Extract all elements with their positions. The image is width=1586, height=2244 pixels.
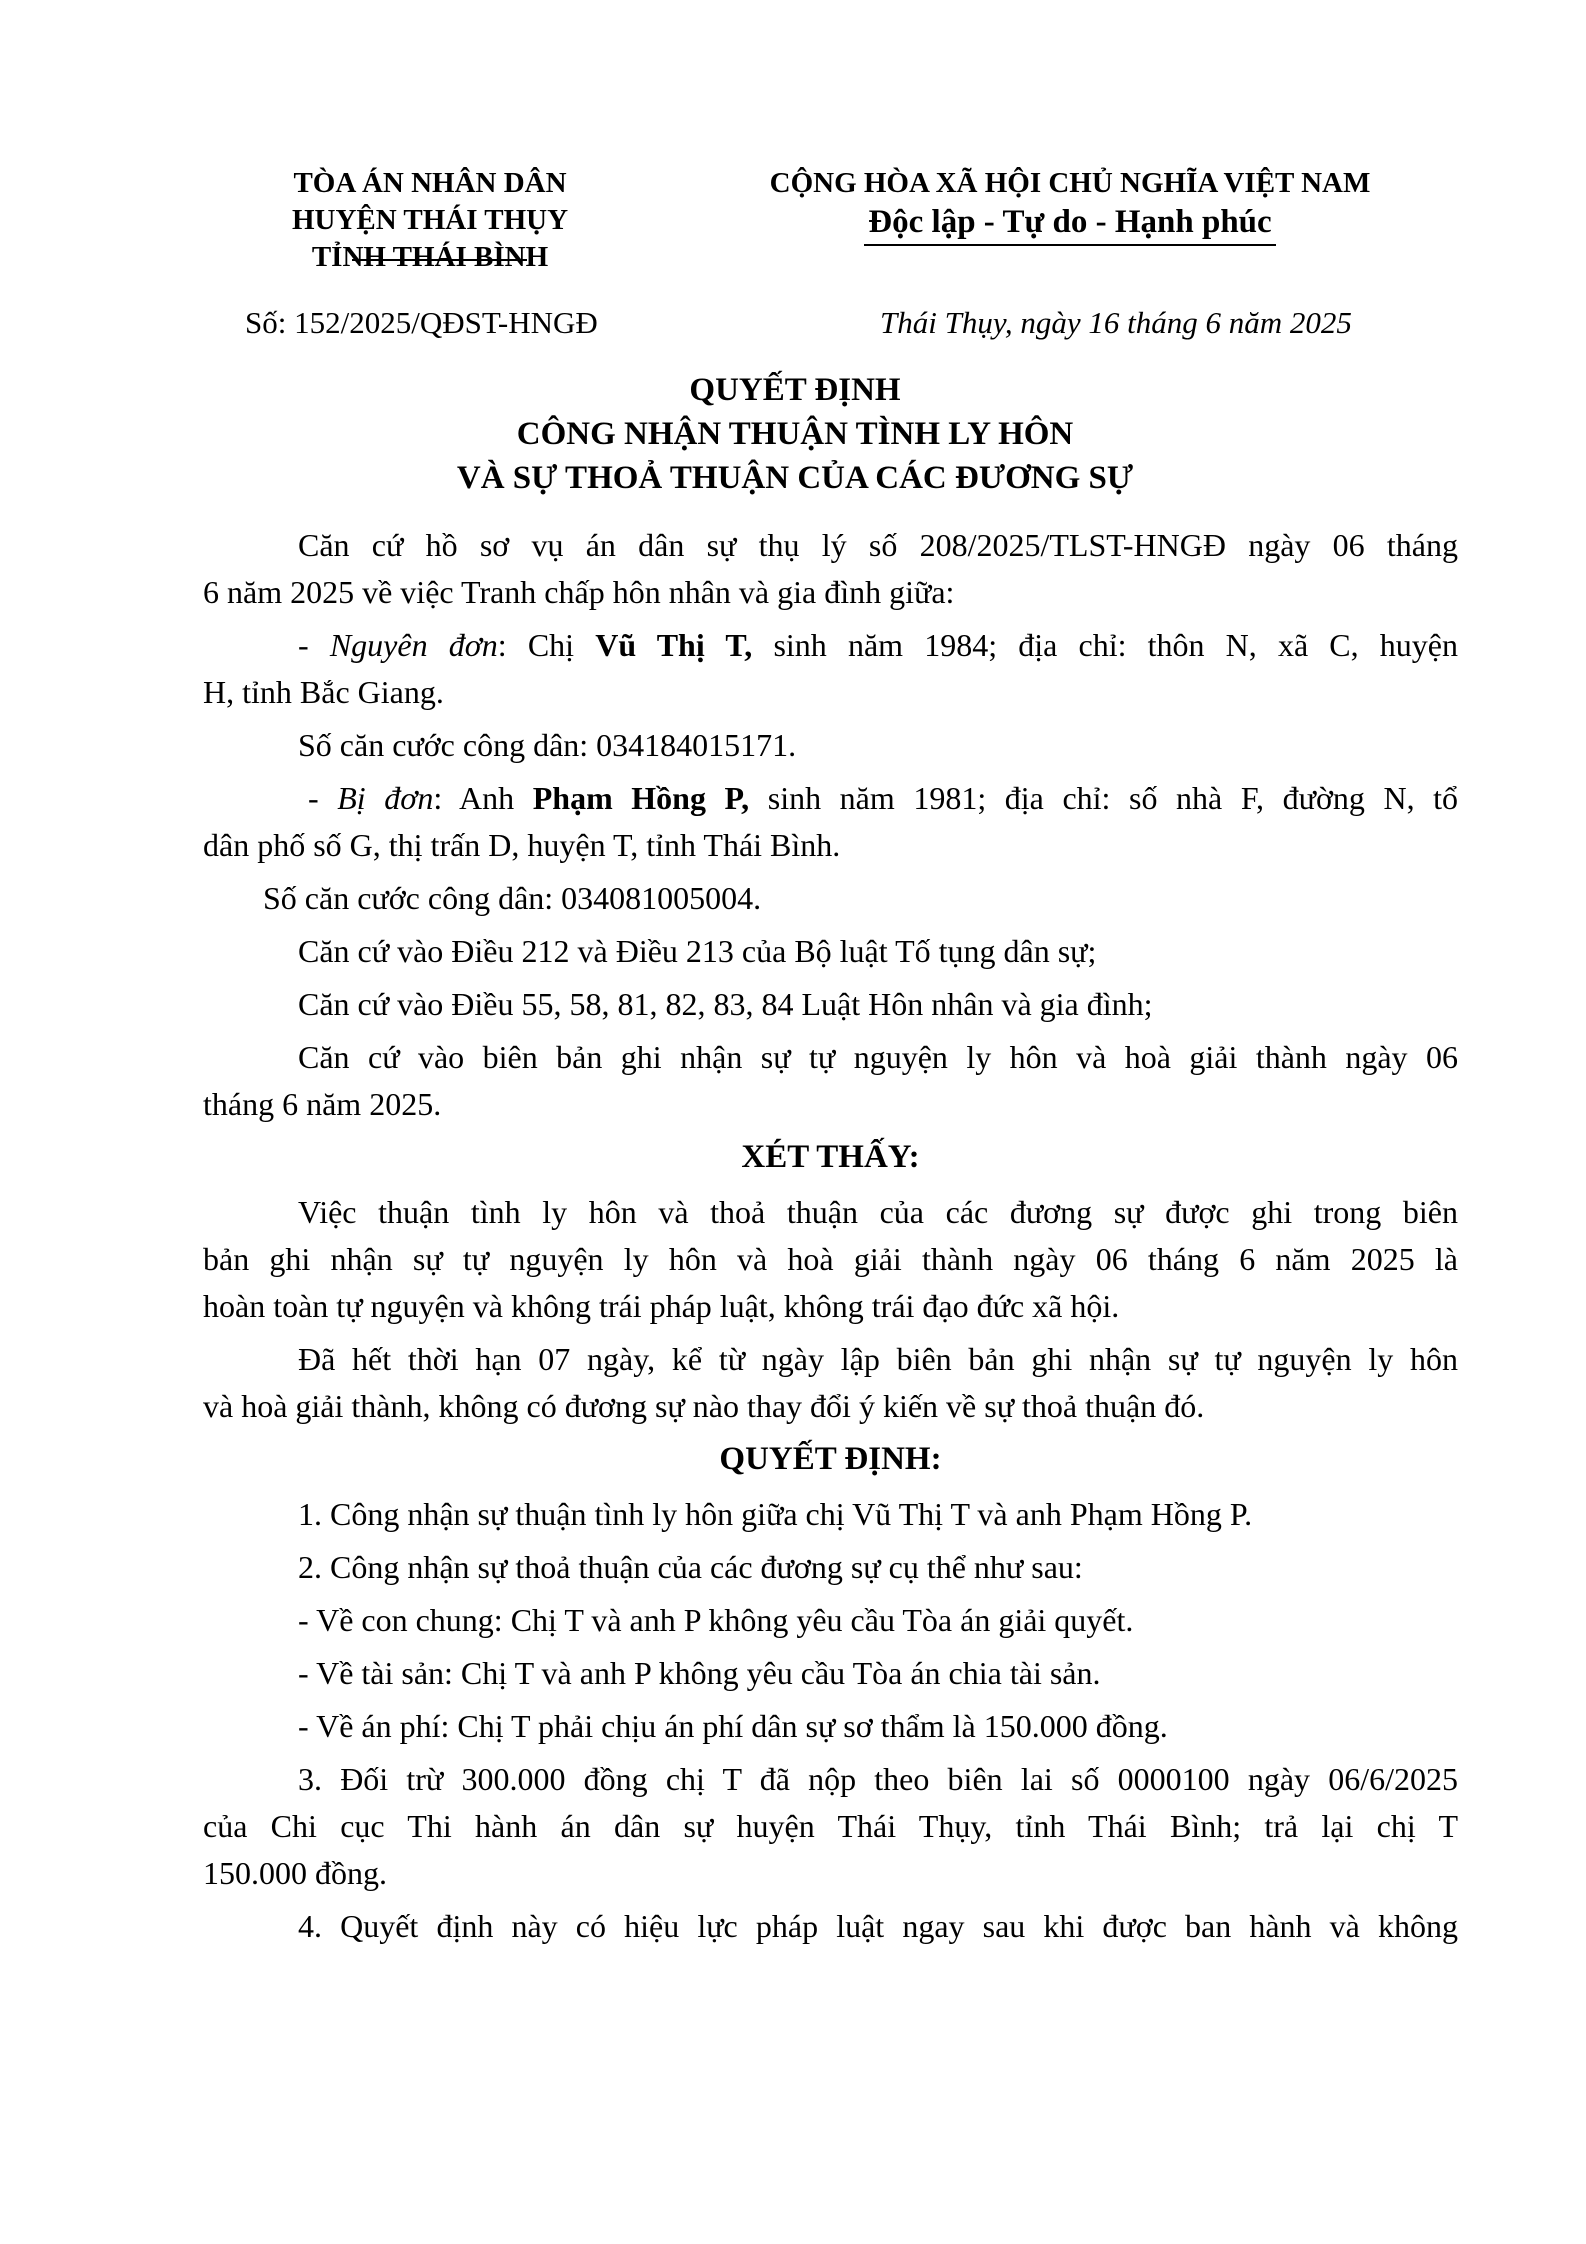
decision-item-1: 1. Công nhận sự thuận tình ly hôn giữa chị Vũ Thị T và anh Phạm Hồng P. [298,1496,1253,1532]
plaintiff-label: Nguyên đơn [329,627,498,663]
decision-4-line-1: 4. Quyết định này có hiệu lực pháp luật ngay sau khi được ban hành và không [298,1908,1458,1944]
case-basis-line-2: 6 năm 2025 về việc Tranh chấp hôn nhân và gia đình giữa: [203,574,955,610]
defendant-name: Phạm Hồng P, [532,780,750,816]
decision-number: Số: 152/2025/QĐST-HNGĐ [245,305,598,340]
national-motto: Độc lập - Tự do - Hạnh phúc [864,204,1275,246]
plaintiff-mid: : Chị [497,627,596,663]
plaintiff-prefix: - [298,627,330,663]
findings-1-line-1: Việc thuận tình ly hôn và thoả thuận của các đương sự được ghi trong biên [298,1194,1458,1230]
plaintiff-paragraph [203,622,1458,716]
decision-item-3 [203,1756,1458,1897]
title-line-1: QUYẾT ĐỊNH [689,372,901,408]
legal-basis-3-line-1: Căn cứ vào biên bản ghi nhận sự tự nguyện ly hôn và hoà giải thành ngày 06 [298,1039,1458,1075]
findings-2-line-1: Đã hết thời hạn 07 ngày, kể từ ngày lập biên bản ghi nhận sự tự nguyện ly hôn [298,1341,1458,1377]
plaintiff-info-2: H, tỉnh Bắc Giang. [203,674,444,710]
findings-paragraph-1 [203,1189,1458,1330]
case-basis-line-1: Căn cứ hồ sơ vụ án dân sự thụ lý số 208/2025/TLST-HNGĐ ngày 06 tháng [298,527,1458,563]
case-basis-paragraph [203,522,1458,616]
decision-item-2: 2. Công nhận sự thoả thuận của các đương sự cụ thể như sau: [298,1549,1083,1585]
court-line-3: TỈNH THÁI BÌNH [311,241,549,273]
decision-item-4 [203,1903,1458,1950]
legal-basis-2: Căn cứ vào Điều 55, 58, 81, 82, 83, 84 Luật Hôn nhân và gia đình; [298,986,1153,1022]
national-header [720,165,1420,246]
findings-1-line-3: hoàn toàn tự nguyện và không trái pháp luật, không trái đạo đức xã hội. [203,1288,1120,1324]
title-line-3: VÀ SỰ THOẢ THUẬN CỦA CÁC ĐƯƠNG SỰ [456,460,1134,496]
findings-2-line-2: và hoà giải thành, không có đương sự nào thay đổi ý kiến về sự thoả thuận đó. [203,1388,1205,1424]
court-underline [352,259,527,261]
plaintiff-info-1: sinh năm 1984; địa chỉ: thôn N, xã C, huyện [752,627,1459,663]
findings-1-line-2: bản ghi nhận sự tự nguyện ly hôn và hoà giải thành ngày 06 tháng 6 năm 2025 là [203,1241,1458,1277]
decision-3-line-1: 3. Đối trừ 300.000 đồng chị T đã nộp theo biên lai số 0000100 ngày 06/6/2025 [298,1761,1458,1797]
title-line-2: CÔNG NHẬN THUẬN TÌNH LY HÔN [516,416,1074,452]
defendant-paragraph [203,775,1458,869]
decision-3-line-2: của Chi cục Thi hành án dân sự huyện Thái Thụy, tỉnh Thái Bình; trả lại chị T [203,1808,1458,1844]
defendant-info-2: dân phố số G, thị trấn D, huyện T, tỉnh Thái Bình. [203,827,841,863]
legal-basis-1: Căn cứ vào Điều 212 và Điều 213 của Bộ luật Tố tụng dân sự; [298,933,1097,969]
defendant-label: Bị đơn [337,780,434,816]
defendant-mid: : Anh [433,780,533,816]
decision-3-line-3: 150.000 đồng. [203,1855,387,1891]
defendant-line-1 [203,775,1458,822]
place-date: Thái Thụy, ngày 16 tháng 6 năm 2025 [880,305,1352,340]
defendant-info-1: sinh năm 1981; địa chỉ: số nhà F, đường N, tổ [749,780,1459,816]
nation-name: CỘNG HÒA XÃ HỘI CHỦ NGHĨA VIỆT NAM [769,167,1371,199]
legal-basis-3 [203,1034,1458,1128]
document-body [203,522,1458,1956]
findings-paragraph-2 [203,1336,1458,1430]
plaintiff-id: Số căn cước công dân: 034184015171. [298,727,797,763]
decision-item-2a: - Về con chung: Chị T và anh P không yêu cầu Tòa án giải quyết. [298,1602,1134,1638]
legal-basis-3-line-2: tháng 6 năm 2025. [203,1086,442,1122]
document-title [200,368,1390,500]
decision-item-2c: - Về án phí: Chị T phải chịu án phí dân sự sơ thẩm là 150.000 đồng. [298,1708,1168,1744]
court-line-1: TÒA ÁN NHÂN DÂN [293,167,567,199]
defendant-id: Số căn cước công dân: 034081005004. [263,880,762,916]
plaintiff-name: Vũ Thị T, [595,627,753,663]
plaintiff-line-1 [203,622,1458,669]
decision-item-2b: - Về tài sản: Chị T và anh P không yêu cầu Tòa án chia tài sản. [298,1655,1101,1691]
defendant-prefix: - [308,780,338,816]
findings-heading: XÉT THẤY: [741,1139,920,1175]
decision-heading: QUYẾT ĐỊNH: [719,1441,942,1477]
court-line-2: HUYỆN THÁI THỤY [291,204,569,236]
